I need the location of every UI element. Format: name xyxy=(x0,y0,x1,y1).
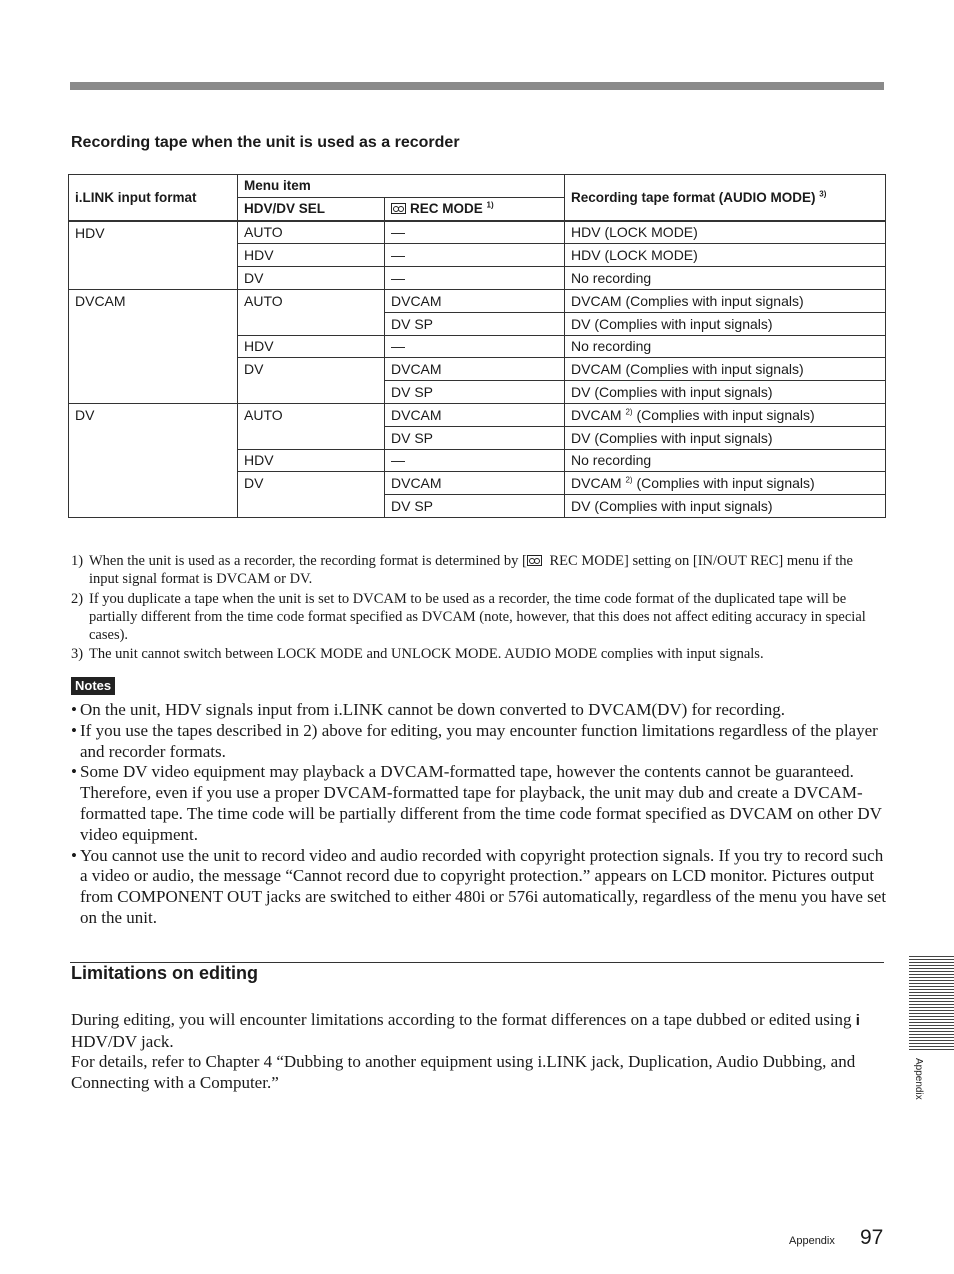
note-item: • If you use the tapes described in 2) above for editing, you may encounter function limitations regardless of the player and recorder formats. xyxy=(71,720,878,761)
header-menu-item: Menu item xyxy=(238,175,565,198)
cell-sel: DV xyxy=(238,358,385,404)
cell-out: HDV (LOCK MODE) xyxy=(565,244,886,267)
cell-out: DV (Complies with input signals) xyxy=(565,495,886,518)
section-title: Recording tape when the unit is used as a recorder xyxy=(71,134,460,151)
cell-out: DV (Complies with input signals) xyxy=(565,426,886,449)
table-row xyxy=(69,289,886,312)
cell-input: DV xyxy=(69,403,238,517)
cell-sel: AUTO xyxy=(238,221,385,244)
cell-rec: DVCAM xyxy=(385,403,565,426)
tape-cassette-icon xyxy=(391,203,406,214)
cell-out: DVCAM $^{2)}$ (Complies with input signals) xyxy=(565,403,886,426)
header-hdv-dv-sel: HDV/DV SEL xyxy=(238,197,385,220)
table-row xyxy=(69,403,886,426)
note-item: • You cannot use the unit to record video and audio recorded with copyright protection signals. If you try to record such a video or audio, the message “Cannot record due to copyright protection.” appears on LCD monitor. Pictures output from COMPONENT OUT jacks are switched to either 480i or 576i automatically, regardless of the menu you have set on the unit. xyxy=(71,845,887,927)
cell-sel: AUTO xyxy=(238,289,385,335)
side-tab-marker xyxy=(909,956,954,1052)
cell-rec: DVCAM xyxy=(385,472,565,495)
note-item: • On the unit, HDV signals input from i.LINK cannot be down converted to DVCAM(DV) for recording. xyxy=(71,700,786,719)
ilink-icon: i xyxy=(855,1012,860,1029)
limitations-paragraph-1: During editing, you will encounter limitations according to the format differences on a tape dubbed or edited using i HDV/DV jack. xyxy=(71,1009,887,1052)
header-input-format: i.LINK input format xyxy=(69,175,238,221)
note-item: • Some DV video equipment may playback a DVCAM-formatted tape, however the contents cannot be guaranteed. Therefore, even if you use a proper DVCAM-formatted tape for playback, the unit may dub and create a DVCAM-formatted tape. The time code will be partially different from the time code format specified as DVCAM on other DV video equipment. xyxy=(71,762,882,844)
cell-input: DVCAM xyxy=(69,289,238,403)
header-rec-mode: REC MODE $^{1)}$ xyxy=(385,197,565,220)
top-rule-bar xyxy=(70,82,884,90)
cell-rec: DV SP xyxy=(385,381,565,404)
table-row xyxy=(69,221,886,244)
cell-rec: — xyxy=(385,221,565,244)
notes-list xyxy=(71,700,887,929)
cell-out: HDV (LOCK MODE) xyxy=(565,221,886,244)
cell-sel: HDV xyxy=(238,244,385,267)
limitations-heading: Limitations on editing xyxy=(71,963,258,983)
cell-out: DVCAM $^{2)}$ (Complies with input signals) xyxy=(565,472,886,495)
cell-rec: DV SP xyxy=(385,495,565,518)
format-table xyxy=(68,174,886,518)
cell-out: DV (Complies with input signals) xyxy=(565,381,886,404)
cell-rec: DV SP xyxy=(385,312,565,335)
cell-rec: DV SP xyxy=(385,426,565,449)
cell-sel: DV xyxy=(238,267,385,290)
cell-rec: — xyxy=(385,244,565,267)
cell-out: DVCAM (Complies with input signals) xyxy=(565,289,886,312)
cell-input: HDV xyxy=(69,221,238,290)
tape-cassette-icon xyxy=(527,555,542,566)
footer-section-label: Appendix xyxy=(789,1235,835,1247)
header-recording-format: Recording tape format (AUDIO MODE) $^{3)}$ xyxy=(565,175,886,221)
notes-label: Notes xyxy=(71,677,115,695)
cell-out: No recording xyxy=(565,267,886,290)
footnote-1: 1) When the unit is used as a recorder, the recording format is determined by [ REC MODE] setting on [IN/OUT REC] menu if the input signal format is DVCAM or DV. xyxy=(71,553,853,587)
cell-rec: DVCAM xyxy=(385,358,565,381)
cell-out: DVCAM (Complies with input signals) xyxy=(565,358,886,381)
side-tab-label: Appendix xyxy=(913,1058,924,1100)
page-number: 97 xyxy=(860,1226,884,1249)
footnote-3: 3) The unit cannot switch between LOCK MODE and UNLOCK MODE. AUDIO MODE complies with input signals. xyxy=(71,646,764,662)
cell-out: DV (Complies with input signals) xyxy=(565,312,886,335)
cell-rec: DVCAM xyxy=(385,289,565,312)
cell-out: No recording xyxy=(565,449,886,472)
footnote-2: 2) If you duplicate a tape when the unit is set to DVCAM to be used as a recorder, the time code format of the duplicated tape will be partially different from the time code format specified as DVCAM (note, however, that this does not affect editing accuracy in special cases). xyxy=(71,591,866,643)
cell-rec: — xyxy=(385,267,565,290)
cell-sel: HDV xyxy=(238,449,385,472)
cell-rec: — xyxy=(385,335,565,358)
cell-sel: AUTO xyxy=(238,403,385,449)
cell-rec: — xyxy=(385,449,565,472)
cell-sel: HDV xyxy=(238,335,385,358)
cell-sel: DV xyxy=(238,472,385,518)
cell-out: No recording xyxy=(565,335,886,358)
limitations-paragraph-2: For details, refer to Chapter 4 “Dubbing to another equipment using i.LINK jack, Duplication, Audio Dubbing, and Connecting with a Computer.” xyxy=(71,1052,856,1092)
